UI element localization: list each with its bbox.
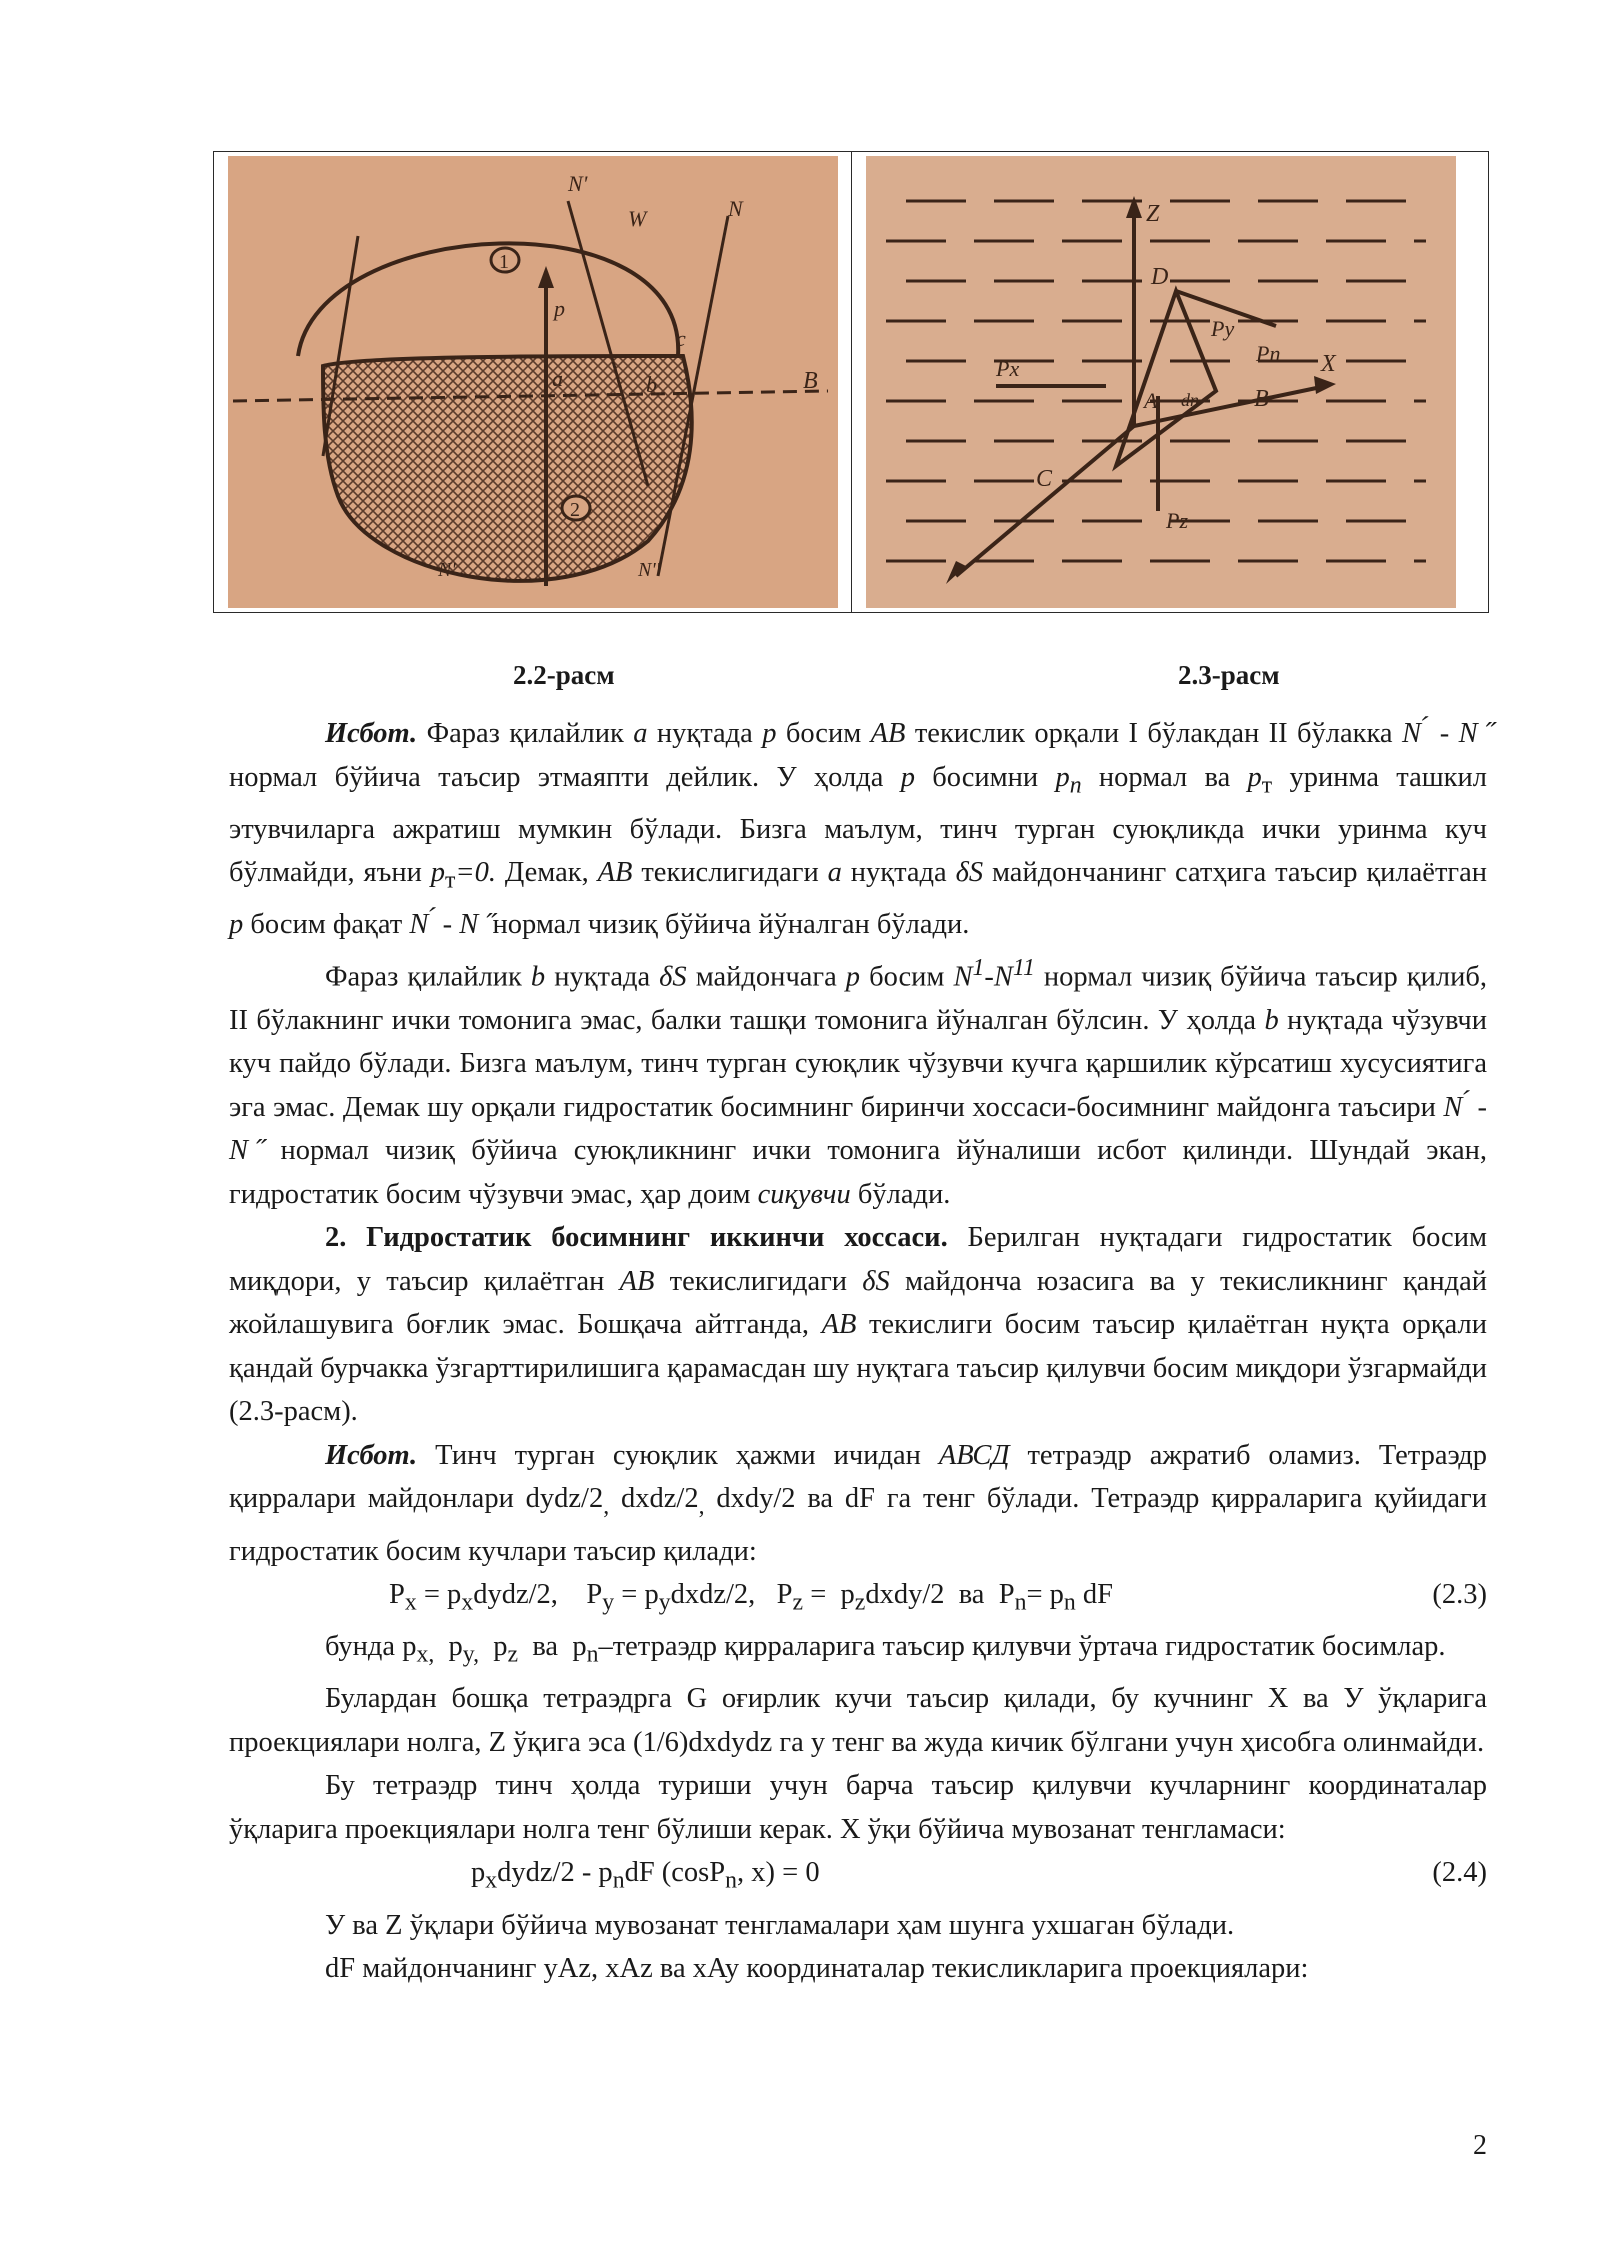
body-text	[229, 712, 1487, 1991]
paragraph-yz-axes: У ва Z ўқлари бўйича мувозанат тенгламалари ҳам шунга ухшаган бўлади.	[325, 1909, 1235, 1941]
label-py: Py	[1210, 316, 1234, 341]
paragraph-projections: dF майдончанинг yAz, xAz ва xAy координаталар текисликларига проекциялари:	[325, 1953, 1309, 1985]
paragraph-proof-2: Фараз қилайлик b нуқтада δS майдончага p босим $N^1-N^{11}$ нормал чизиқ бўйича таъсир қилиб, II бўлакнинг ички томонига эмас, балки ташқи томонига йўналган бўлсин. У ҳолда b нуқтада чўзувчи куч пайдо бўлади. Бизга маълум, тинч турган суюқлик чўзувчи кучга қаршилик кўрсатиш хусусиятига эга эмас. Демак шу орқали гидростатик босимнинг биринчи хоссаси-босимнинг майдонга таъсири N ́ - N ̋ нормал чизиқ бўйича суюқликнинг ички томонига йўналиши исбот қилинди. Шундай экан, гидростатик босим чўзувчи эмас, ҳар доим сиқувчи бўлади.	[229, 954, 1488, 1210]
label-w: W	[628, 206, 647, 231]
paragraph-proof-1: Исбот. Фараз қилайлик a нуқтада p босим АВ текислик орқали I бўлакдан II бўлакка N ́ - N ̋ нормал бўйича таъсир этмаяпти дейлик. У ҳолда р босимни $р_n$ нормал ва $р_т$ уринма ташкил этувчиларга ажратиш мумкин бўлади. Бизга маълум, тинч турган суюқликда ички уринма куч бўлмайди, яъни $р_т=0$. Демак, AB текислигидаги a нуқтада δS майдончанинг сатҳига таъсир қилаётган p босим фақат N ́ - N ̋ нормал чизиқ бўйича йўналган бўлади.	[229, 718, 1488, 941]
figure-2-2-image	[228, 156, 838, 608]
paragraph-second-property: 2. Гидростатик босимнинг иккинчи хоссаси. Берилган нуқтадаги гидростатик босим миқдори, у таъсир қилаётган AB текислигидаги δS майдонча юзасига ва у текисликнинг қандай жойлашувига боғлик эмас. Бошқача айтганда, AB текислиги босим таъсир қилаётган нуқта орқали қандай бурчакка ўзгарттирилишига қарамасдан шу нуқтага таъсир қилувчи босим миқдори ўзгармайди (2.3-расм).	[229, 1222, 1487, 1428]
figure-2-3-cell	[851, 152, 1489, 612]
paragraph-where: бунда $p_{x,}$ $p_{y,}$ $p_z$ ва $p_n$–тетраэдр қирраларига таъсир қилувчи ўртача гидростатик босимлар.	[325, 1631, 1446, 1668]
equation-2-4-number: (2.4)	[1432, 1857, 1487, 1889]
label-px: Px	[995, 356, 1019, 381]
label-z: Z	[1145, 201, 1159, 227]
label-nb2: N''	[638, 559, 660, 581]
label-one: 1	[499, 251, 509, 273]
figure-2-3-image	[866, 156, 1456, 608]
equation-2-3-number: (2.3)	[1432, 1579, 1487, 1611]
label-a: A	[1143, 388, 1157, 413]
label-n1: N'	[568, 171, 588, 196]
label-pz: Pz	[1165, 508, 1188, 533]
label-pn: Pn	[1255, 341, 1280, 366]
page-number: 2	[1473, 2130, 1487, 2161]
label-b: B	[1253, 386, 1269, 412]
equation-2-4-formula: $p_xdydz/2 - p_ndF$ (cosP$_n$, x) = 0	[471, 1857, 820, 1895]
paragraph-proof-3: Исбот. Тинч турган суюқлик ҳажми ичидан АВСД тетраэдр ажратиб оламиз. Тетраэдр қирралари майдонлари dydz/$2_,$ dxdz/$2_,$ dxdy/2 ва dF га тенг бўлади. Тетраэдр қирраларига қуйидаги гидростатик босим кучлари таъсир қилади:	[229, 1439, 1488, 1567]
label-c: c	[676, 326, 686, 351]
label-big-b: B	[803, 368, 818, 394]
label-x: X	[1320, 351, 1336, 377]
caption-figure-2-3: 2.3-расм	[1178, 660, 1280, 690]
equation-2-4	[229, 1851, 1487, 1903]
figure-2-2-cell	[214, 152, 851, 612]
label-a: a	[552, 366, 563, 391]
paragraph-gravity: Булардан бошқа тетраэдрга G оғирлик кучи таъсир қилади, бу кучнинг X ва У ўқларига проекциялари нолга, Z ўқига эса (1/6)dxdydz га у тенг ва жуда кичик бўлгани учун ҳисобга олинмайди.	[229, 1683, 1487, 1758]
caption-figure-2-2: 2.2-расм	[513, 660, 615, 690]
label-b: b	[646, 372, 657, 397]
label-two: 2	[570, 499, 580, 521]
figures-table	[213, 151, 1489, 613]
equation-2-3-formula: $P_x$ = $p_xdydz/2$, $P_y$ = $p_ydxdz/2$, $P_z$ = $p_zdxdy/2$ ва $P_n= p_n$ dF	[389, 1579, 1114, 1616]
label-p: p	[554, 296, 565, 321]
paragraph-equilibrium: Бу тетраэдр тинч ҳолда туриши учун барча таъсир қилувчи кучларнинг координаталар ўқларига проекциялари нолга тенг бўлиши керак. X ўқи бўйича мувозанат тенгламаси:	[229, 1770, 1487, 1845]
label-dn: dn	[1180, 390, 1199, 410]
label-n2: N	[728, 196, 743, 221]
label-nb1: N'	[438, 559, 456, 581]
label-d: D	[1150, 264, 1168, 290]
label-c: C	[1035, 466, 1052, 492]
equation-2-3	[229, 1573, 1487, 1625]
